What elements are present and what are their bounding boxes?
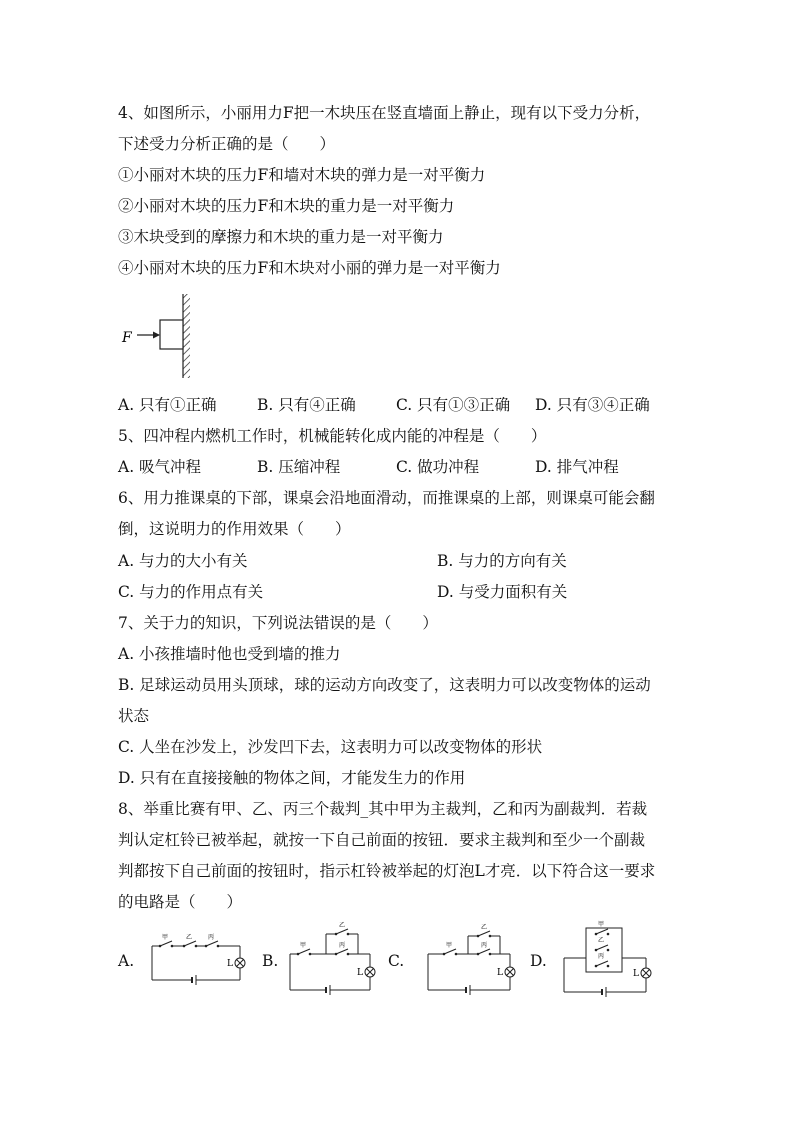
wood-block [160, 320, 183, 349]
switch-label-bing: 丙 [598, 953, 605, 960]
q5-option-a: A. 吸气冲程 [118, 458, 202, 476]
lamp-label: L [357, 968, 363, 978]
q4-stem-line1: 4、如图所示，小丽用力F把一木块压在竖直墙面上静止，现有以下受力分析， [118, 104, 651, 122]
lamp-label: L [497, 968, 503, 978]
q4-wall-block-figure [118, 292, 198, 382]
switch-label-jia: 甲 [162, 934, 169, 941]
q6-stem-line2: 倒，这说明力的作用效果（ ） [118, 520, 351, 538]
q5-stem: 5、四冲程内燃机工作时，机械能转化成内能的冲程是（ ） [118, 427, 547, 445]
q6-stem-line1: 6、用力推课桌的下部，课桌会沿地面滑动，而推课桌的上部，则课桌可能会翻 [118, 489, 655, 507]
lamp-label: L [633, 969, 639, 979]
arrow-head-icon [153, 332, 160, 339]
lamp-label: L [227, 959, 233, 969]
switch-label-yi: 乙 [339, 922, 346, 929]
q4-statement-2: ②小丽对木块的压力F和木块的重力是一对平衡力 [118, 197, 455, 215]
q7-option-a: A. 小孩推墙时他也受到墙的推力 [118, 645, 341, 663]
q8-stem-line2: 判认定杠铃已被举起，就按一下自己前面的按钮．要求主裁判和至少一个副裁 [118, 831, 646, 849]
switch-label-yi: 乙 [598, 937, 605, 944]
wall [183, 294, 190, 378]
q6-option-a: A. 与力的大小有关 [118, 552, 248, 570]
q6-option-c: C. 与力的作用点有关 [118, 583, 264, 601]
switch-label-yi: 乙 [481, 924, 488, 931]
q4-option-c: C. 只有①③正确 [396, 396, 511, 414]
q7-stem: 7、关于力的知识，下列说法错误的是（ ） [118, 614, 438, 632]
circuit-a-label: A. [118, 952, 135, 970]
q5-option-c: C. 做功冲程 [396, 458, 480, 476]
q8-stem-line1: 8、举重比赛有甲、乙、丙三个裁判_其中甲为主裁判，乙和丙为副裁判．若裁 [118, 800, 648, 818]
q7-option-d: D. 只有在直接接触的物体之间，才能发生力的作用 [118, 769, 466, 787]
q8-stem-line3: 判都按下自己前面的按钮时，指示杠铃被举起的灯泡L才亮．以下符合这一要求 [118, 862, 656, 880]
circuit-b-diagram [286, 920, 376, 996]
switch-label-jia: 甲 [446, 942, 453, 949]
circuit-c-diagram [424, 920, 518, 996]
q4-option-d: D. 只有③④正确 [535, 396, 650, 414]
switch-label-bing: 丙 [208, 934, 215, 941]
q6-option-d: D. 与受力面积有关 [437, 583, 568, 601]
q6-option-b: B. 与力的方向有关 [437, 552, 567, 570]
q7-option-b-cont: 状态 [118, 707, 150, 725]
switch-label-yi: 乙 [186, 934, 193, 941]
q4-stem-line2: 下述受力分析正确的是（ ） [118, 135, 336, 153]
q5-option-b: B. 压缩冲程 [257, 458, 341, 476]
q4-statement-1: ①小丽对木块的压力F和墙对木块的弹力是一对平衡力 [118, 166, 486, 184]
q4-statement-3: ③木块受到的摩擦力和木块的重力是一对平衡力 [118, 228, 444, 246]
switch-label-bing: 丙 [481, 942, 488, 949]
circuit-d-label: D. [530, 952, 547, 970]
q8-stem-line4: 的电路是（ ） [118, 893, 243, 911]
q4-statement-4: ④小丽对木块的压力F和木块对小丽的弹力是一对平衡力 [118, 259, 501, 277]
circuit-a-diagram [148, 930, 244, 986]
q4-option-b: B. 只有④正确 [257, 396, 356, 414]
circuit-c-label: C. [388, 952, 405, 970]
circuit-b-label: B. [262, 952, 279, 970]
q4-option-a: A. 只有①正确 [118, 396, 217, 414]
circuit-d-diagram [560, 920, 656, 1000]
switch-label-jia: 甲 [300, 942, 307, 949]
switch-label-jia: 甲 [598, 921, 605, 928]
force-label: F [122, 330, 132, 346]
q7-option-b: B. 足球运动员用头顶球，球的运动方向改变了，这表明力可以改变物体的运动 [118, 676, 651, 694]
switch-label-bing: 丙 [339, 942, 346, 949]
q7-option-c: C. 人坐在沙发上，沙发凹下去，这表明力可以改变物体的形状 [118, 738, 543, 756]
q5-option-d: D. 排气冲程 [535, 458, 619, 476]
